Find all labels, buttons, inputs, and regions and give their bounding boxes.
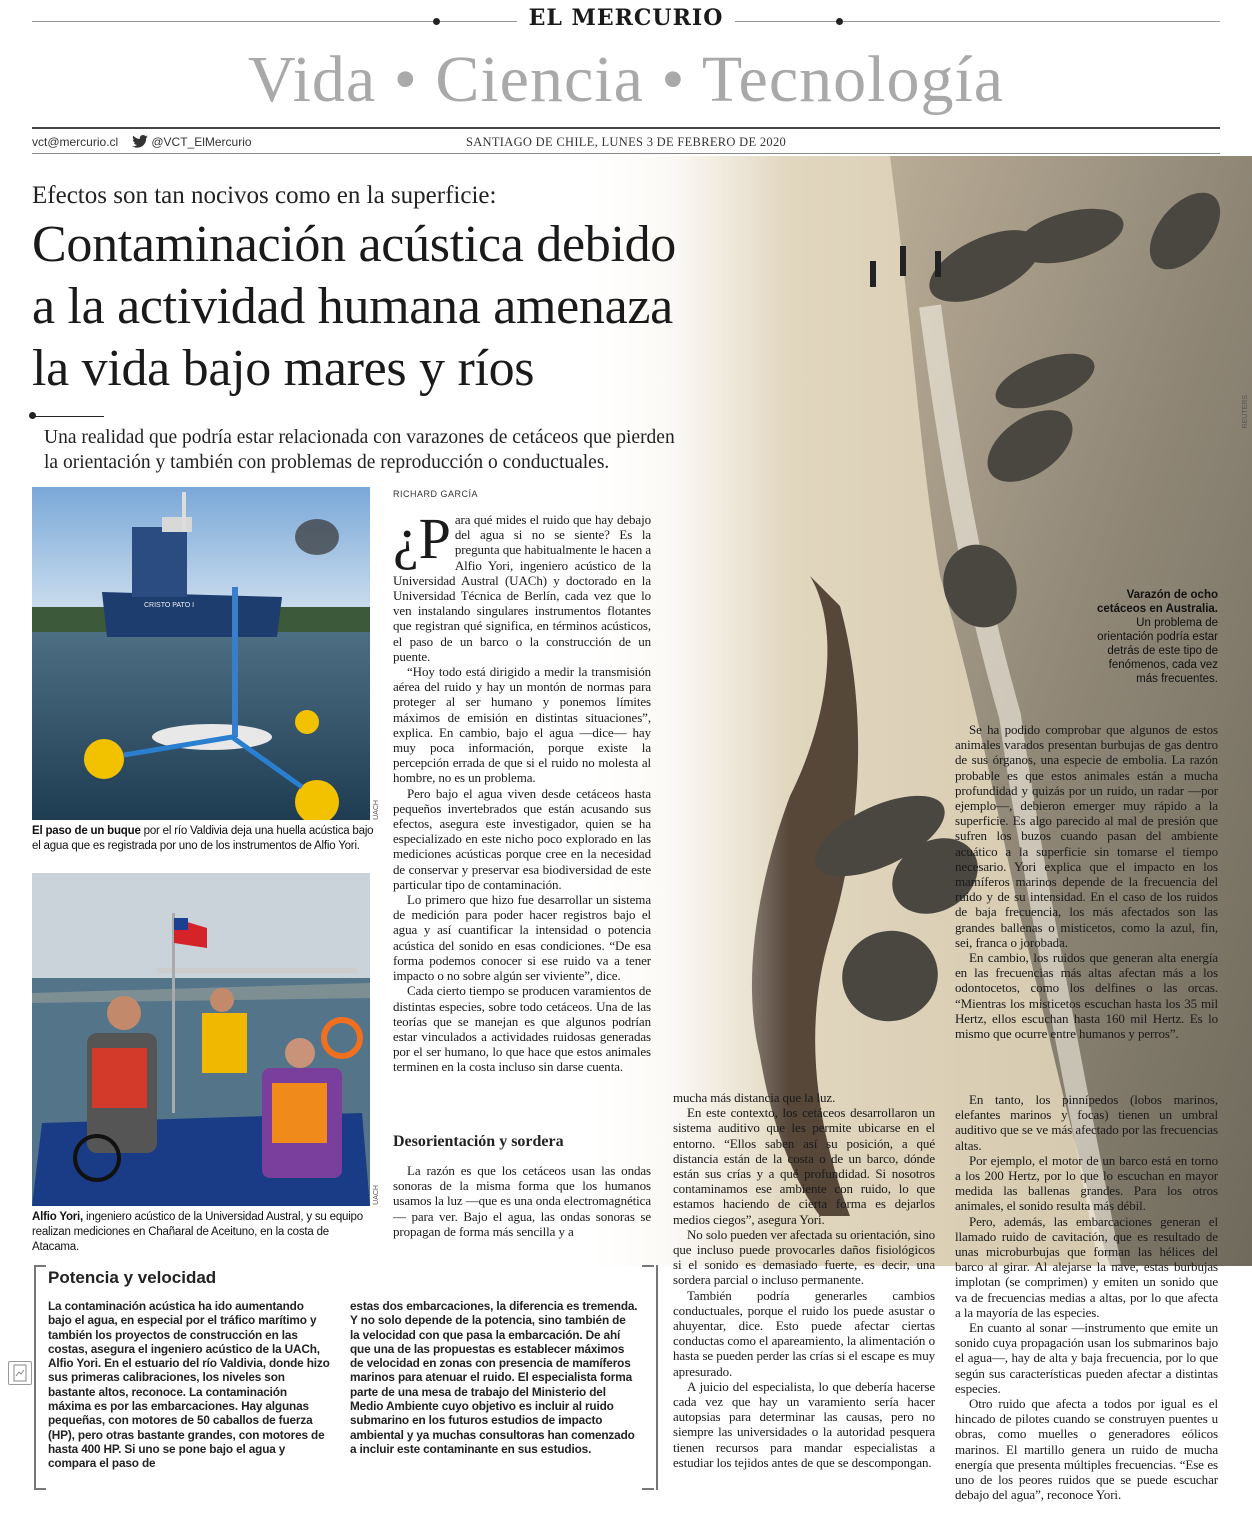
section-title: Vida • Ciencia • Tecnología	[247, 43, 1005, 116]
sidebar-col1-text: La contaminación acústica ha ido aumentando bajo el agua, en especial por el tráfico marítimo y también los proyectos de construcción en las costas, asegura el ingeniero acústico de la UACh, Alfio Yori. En el estuario del río Valdivia, donde hizo sus primeras calibraciones, los niveles son bastante altos, reconoce. La contaminación máxima es por las embarcaciones. Hay algunas pequeñas, con motores de 50 caballos de fuerza (HP), pero otras bastante grandes, con motores de hasta 400 HP. Si uno se pone bajo el agua y compara el paso de	[48, 1299, 330, 1471]
lead-dot	[29, 412, 36, 419]
whales-caption-bold: Varazón de ocho cetáceos en Australia.	[1096, 589, 1218, 615]
kicker: Efectos son tan nocivos como en la superficie:	[32, 182, 497, 209]
sidebar-column-1	[48, 1299, 330, 1471]
article-column-1b	[393, 1163, 651, 1239]
masthead-logo[interactable]: EL MERCURIO	[0, 5, 1252, 31]
box-corner-bl	[34, 1488, 46, 1490]
col1-paragraph-1: ara qué mides el ruido que hay debajo del agua si no se siente? Es la pregunta que habitualmente le hacen a Alfio Yori, ingeniero acústico de la Universidad Austral (UACh) y doctorado en la Universidad Técnica de Berlín, cada vez que lo ven instalando singulares instrumentos flotantes que registran qué significa, en términos acústicos, el paso de un barco o la construcción de un puente.	[393, 512, 651, 664]
dateline: SANTIAGO DE CHILE, LUNES 3 DE FEBRERO DE 2020	[465, 135, 787, 149]
box-corner-br	[642, 1488, 654, 1490]
whales-credit: REUTERS	[1242, 395, 1249, 429]
ship-photo	[32, 487, 370, 820]
col1b-paragraph: La razón es que los cetáceos usan las ondas sonoras de la misma forma que los humanos usamos la luz —que es una onda electromagnética— para ver. Bajo el agua, las ondas sonoras se propagan de forma más sencilla y a	[393, 1163, 651, 1239]
box-corner-tr	[642, 1265, 654, 1267]
col2-paragraph-4: También podría generarles cambios conductuales, porque el ruido los puede asustar o ahuyentar, dice. Esto puede afectar ciertas conductas como el apareamiento, la alimentación o hasta se pueden perder las crías si el escape es muy apresurado.	[673, 1287, 935, 1379]
whales-caption-rest: Un problema de orientación podría estar detrás de este tipo de fenómenos, cada vez más frecuentes.	[1097, 617, 1218, 685]
boat-caption-bold: Alfio Yori,	[32, 1211, 84, 1223]
headline-line-3: la vida bajo mares y ríos	[32, 340, 535, 397]
col1-paragraph-4: Lo primero que hizo fue desarrollar un sistema de medición para poder hacer registros bajo el agua y así cuantificar la intensidad o potencia acústica del sonido en esas condiciones. “De esa forma podemos conocer si ese ruido va a tener impacto o no sobre algún ser viviente”, dice.	[393, 892, 651, 984]
col1-paragraph-3: Pero bajo el agua viven desde cetáceos hasta pequeños invertebrados que están acusando sus efectos, asegura este investigador, quien se ha especializado en este nicho poco explorado en las mediciones acústicas porque cree en la necesidad de conservar y preservar esa biodiversidad de este particular tipo de contaminación.	[393, 785, 651, 892]
col3-paragraph-6: En cuanto al sonar —instrumento que emite un sonido cuya propagación usan los submarinos bajo el agua—, hay de alta y baja frecuencia, por lo que según sus características pueden afectar a distintas especies.	[955, 1320, 1218, 1396]
header-rule	[32, 127, 1220, 129]
article-column-1	[393, 506, 651, 1075]
email-link[interactable]: vct@mercurio.cl	[32, 135, 119, 149]
header-rule-thin	[32, 153, 1220, 154]
ship-caption	[32, 824, 377, 854]
whales-caption	[1088, 588, 1218, 686]
lead-rule	[32, 416, 104, 417]
twitter-handle: @VCT_ElMercurio	[151, 135, 252, 149]
col1-paragraph-2: “Hoy todo está dirigido a medir la transmisión aérea del ruido y hay un montón de normas para proteger al ser humano y ponemos límites máximos de emisión en distintas situaciones”, explica. En cambio, bajo el agua —dice— hay muy poca información, porque existe la percepción errada de que si el ruido no molesta al hombre, no es un problema.	[393, 664, 651, 786]
dropcap: ¿P	[393, 506, 451, 571]
col2-paragraph-1: mucha más distancia que la luz.	[673, 1090, 836, 1105]
byline: RICHARD GARCÍA	[393, 489, 479, 499]
boat-caption	[32, 1210, 377, 1255]
col1-paragraph-5: Cada cierto tiempo se producen varamientos de distintas especies, sobre todo cetáceos. Una de las teorías que se manejan es que algunos podrían estar vinculados a actividades ruidosas generadas por el ser humano, lo que hace que estos animales terminen en la costa incluso sin darse cuenta.	[393, 983, 651, 1075]
sidebar-column-2	[350, 1299, 638, 1456]
document-icon[interactable]	[8, 1361, 32, 1385]
ship-caption-rest: por el río Valdivia deja una huella acústica bajo el agua que es registrada por uno de los instrumentos de Alfio Yori.	[32, 825, 374, 852]
col3-paragraph-7: Otro ruido que afecta a todos por igual es el hincado de pilotes cuando se construyen puentes u obras, como muelles o generadores eólicos marinos. El martillo genera un ruido de mucha energía que presenta múltiples frecuencias. “Ese es uno de los peores ruidos que se puede escuchar debajo del agua”, reconoce Yori.	[955, 1396, 1218, 1503]
boat-credit: UACH	[373, 1185, 380, 1205]
article-column-2	[673, 1090, 935, 1470]
lead-paragraph	[44, 425, 814, 475]
boat-photo	[32, 873, 370, 1206]
col3-paragraph-2: En cambio, los ruidos que generan alta energía en las frecuencias más altas afectan más a los odontocetos, como los delfines o las orcas. “Mientras los misticetos escuchan hasta los 35 mil Hertz, ellos escuchan hasta 160 mil Hertz. Es lo mismo que ocurre entre humanos y perros”.	[955, 950, 1218, 1042]
sidebar-title: Potencia y velocidad	[48, 1268, 217, 1287]
headline-line-2: a la actividad humana amenaza	[32, 278, 673, 335]
headline-line-1: Contaminación acústica debido	[32, 216, 676, 273]
lead-line-2: la orientación y también con problemas de reproducción o conductuales.	[44, 452, 610, 473]
lead-line-1: Una realidad que podría estar relacionada con varazones de cetáceos que pierden	[44, 427, 675, 448]
ship-caption-bold: El paso de un buque	[32, 825, 141, 837]
article-column-3a	[955, 722, 1218, 1041]
ship-name-label: CRISTO PATO I	[144, 602, 195, 609]
box-corner-tl	[34, 1265, 46, 1267]
col2-paragraph-5: A juicio del especialista, lo que debería hacerse cada vez que hay un varamiento sería hacer autopsias para determinar las causas, pero no siempre las universidades o la autoridad pesquera tienen recursos para mandar especialistas a estudiar los tejidos antes de que se descompongan.	[673, 1378, 935, 1470]
subhead: Desorientación y sordera	[393, 1133, 564, 1150]
col3-paragraph-4: Por ejemplo, el motor de un barco está en torno a los 200 Hertz, por lo que lo escuchan en mayor medida las ballenas grandes. Para los otros animales, el sonido resulta más débil.	[955, 1152, 1218, 1214]
col3-paragraph-3: En tanto, los pinnípedos (lobos marinos, elefantes marinos y focas) tienen un umbral auditivo que se ve más afectado por las frecuencias altas.	[955, 1092, 1218, 1153]
sidebar-col2-text: estas dos embarcaciones, la diferencia es tremenda. Y no solo depende de la potencia, sino también de la velocidad con que pasa la embarcación. De ahí que una de las propuestas es establecer máximos de velocidad en zonas con presencia de mamíferos marinos para atenuar el ruido. El especialista forma parte de una mesa de trabajo del Ministerio del Medio Ambiente cuyo objetivo es incluir al ruido submarino en los futuros estudios de impacto ambiental y ya muchas consultoras han comenzado a incluir este contaminante en sus estudios.	[350, 1299, 638, 1456]
headline	[32, 214, 832, 400]
col3-paragraph-1: Se ha podido comprobar que algunos de estos animales varados presentan burbujas de gas dentro de sus órganos, una especie de embolia. La razón probable es que estos animales están a mucha profundidad y quizás por un ruido, un radar —por ejemplo—, debieron emerger muy rápido a la superficie. Es algo parecido al mal de presión que sufren los buzos cuando pasan del ambiente acuático a la superficie sin tomarse el tiempo necesario. Yori explica que el impacto en los mamíferos marinos depende de la frecuencia del ruido y de su intensidad. En el caso de los ruidos de baja frecuencia, los más afectados son las grandes ballenas o misticetos, como la azul, fin, sei, franca o jorobada.	[955, 722, 1218, 950]
col2-paragraph-3: No solo pueden ver afectada su orientación, sino que incluso puede provocarles daños fisiológicos si el sonido es demasiado fuerte, es decir, una sordera parcial o incluso permanente.	[673, 1226, 935, 1288]
col2-paragraph-2: En este contexto, los cetáceos desarrollaron un sistema auditivo que les permite ubicarse en el entorno. “Ellos saben así su posición, a qué distancia están de la costa o de un barco, dónde están sus crías y a qué profundidad. Si nosotros contaminamos ese ambiente con ruido, lo que estamos haciendo de cierta forma es dejarlos medios ciegos”, asegura Yori.	[673, 1105, 935, 1227]
col3-paragraph-5: Pero, además, las embarcaciones generan el llamado ruido de cavitación, que es resultado de unas microburbujas que forman las hélices del barco al girar. Al alejarse la nave, estas burbujas implotan (se comprimen) y emiten un sonido que va de frecuencias medias a altas, por lo que afecta a la mayoría de las especies.	[955, 1213, 1218, 1320]
ship-credit: UACH	[373, 800, 380, 820]
boat-caption-rest: ingeniero acústico de la Universidad Austral, y su equipo realizan mediciones en Chañaral de Aceituno, en la costa de Atacama.	[32, 1211, 363, 1253]
article-column-3b	[955, 1092, 1218, 1502]
